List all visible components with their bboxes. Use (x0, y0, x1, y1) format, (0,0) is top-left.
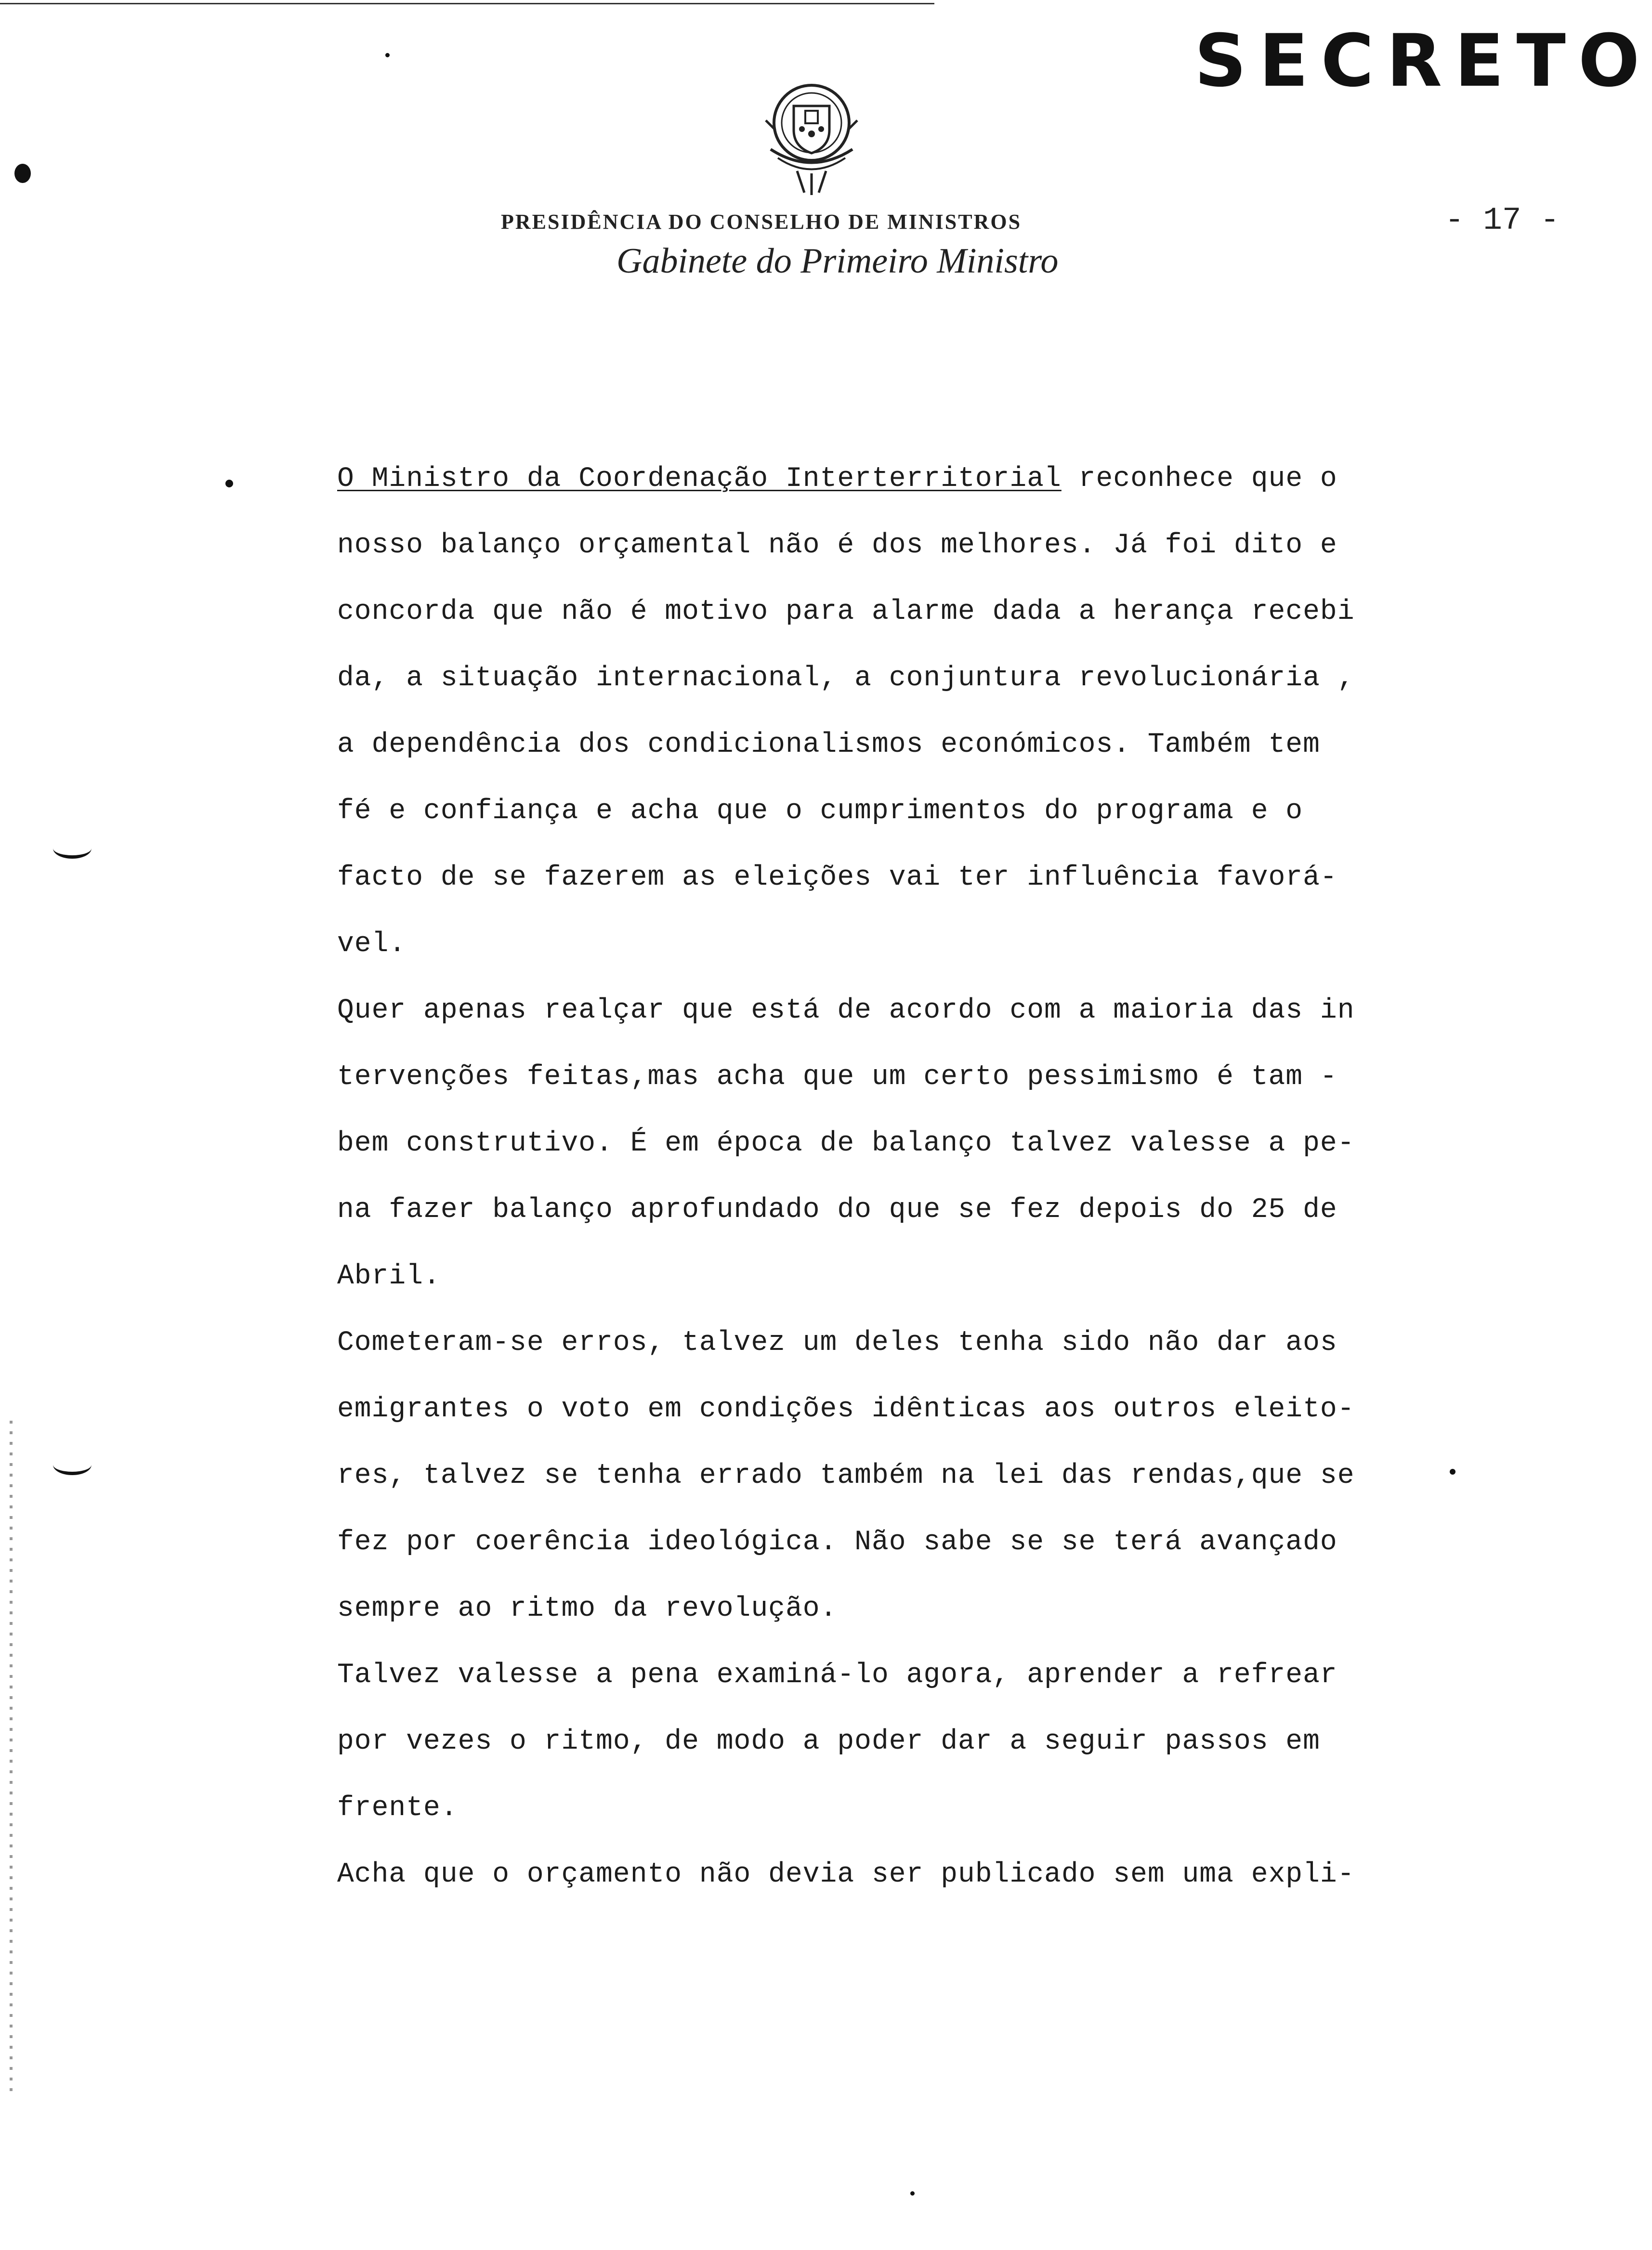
punch-hole-mark (14, 164, 31, 183)
body-line: fé e confiança e acha que o cumprimentos do programa e o (337, 796, 1303, 827)
body-line: vel. (337, 929, 406, 960)
bullet-dot (225, 480, 233, 487)
office-subtitle: Gabinete do Primeiro Ministro (616, 241, 1059, 281)
speck (385, 53, 390, 57)
body-line: concorda que não é motivo para alarme dada a herança recebi (337, 596, 1355, 628)
body-line: sempre ao ritmo da revolução. (337, 1593, 838, 1624)
body-line: nosso balanço orçamental não é dos melhores. Já foi dito e (337, 530, 1337, 561)
body-line-text: reconhece que o (1061, 463, 1337, 495)
page-number: - 17 - (1445, 202, 1560, 238)
body-line: na fazer balanço aprofundado do que se fez depois do 25 de (337, 1194, 1337, 1226)
speaker-name: O Ministro da Coordenação Interterritorial (337, 463, 1062, 495)
body-line: Acha que o orçamento não devia ser publicado sem uma expli- (337, 1859, 1355, 1890)
scan-edge-artifact (10, 1421, 13, 2095)
body-line: res, talvez se tenha errado também na lei das rendas,que se (337, 1460, 1355, 1491)
binding-mark (53, 1454, 92, 1475)
minutes-body (337, 465, 1421, 1927)
body-line: emigrantes o voto em condições idênticas aos outros eleito- (337, 1394, 1355, 1425)
office-name: PRESIDÊNCIA DO CONSELHO DE MINISTROS (501, 210, 1022, 234)
body-line: frente. (337, 1792, 458, 1824)
body-line (337, 465, 1421, 531)
coat-of-arms-icon (751, 72, 872, 197)
body-line: fez por coerência ideológica. Não sabe se se terá avançado (337, 1527, 1337, 1558)
body-line: Quer apenas realçar que está de acordo com a maioria das in (337, 995, 1355, 1026)
top-rule (0, 3, 934, 4)
body-line: por vezes o ritmo, de modo a poder dar a seguir passos em (337, 1726, 1320, 1757)
speck (910, 2191, 915, 2196)
body-line: bem construtivo. É em época de balanço talvez valesse a pe- (337, 1128, 1355, 1159)
body-line: a dependência dos condicionalismos económicos. Também tem (337, 729, 1320, 760)
body-line: tervenções feitas,mas acha que um certo pessimismo é tam - (337, 1061, 1337, 1093)
body-line: Cometeram-se erros, talvez um deles tenha sido não dar aos (337, 1327, 1337, 1359)
body-line: facto de se fazerem as eleições vai ter influência favorá- (337, 862, 1337, 893)
binding-mark (53, 838, 92, 859)
body-line: da, a situação internacional, a conjuntura revolucionária , (337, 663, 1355, 694)
classification-stamp: SECRETO (1194, 19, 1652, 103)
body-line: Talvez valesse a pena examiná-lo agora, aprender a refrear (337, 1660, 1337, 1691)
body-line: Abril. (337, 1261, 441, 1292)
speck (1450, 1469, 1455, 1475)
